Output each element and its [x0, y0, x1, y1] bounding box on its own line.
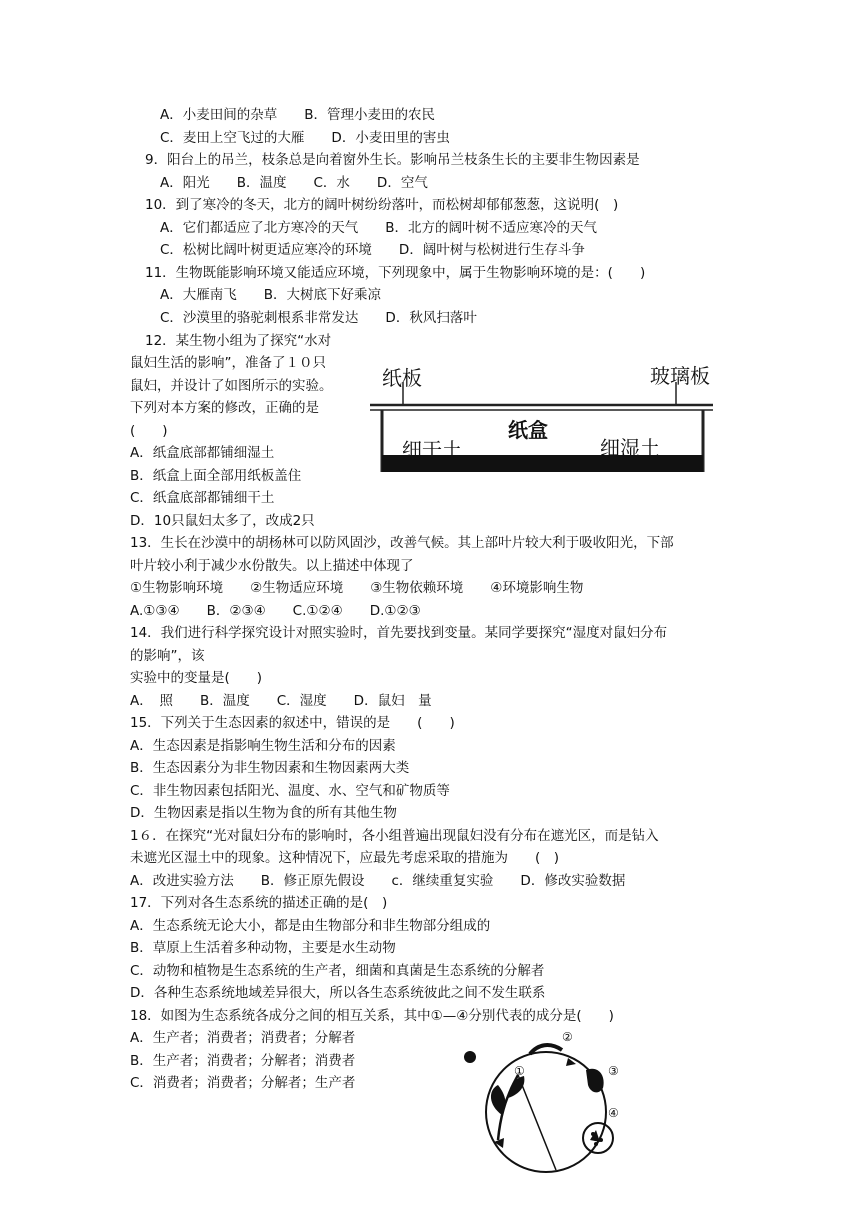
question-15-stem: 15．下列关于生态因素的叙述中，错误的是 ( ): [130, 715, 455, 731]
question-15-option-d: D．生物因素是指以生物为食的所有其他生物: [130, 805, 397, 821]
question-18-stem: 18．如图为生态系统各成分之间的相互关系，其中①—④分别代表的成分是( ): [130, 1008, 614, 1024]
label-4: ④: [608, 1106, 619, 1120]
dry-soil-label: 细干土: [402, 438, 462, 462]
bacteria-dot-icon-2: [599, 1138, 603, 1142]
question-9-options: A．阳光 B．温度 C．水 D．空气: [160, 175, 428, 191]
question-12-option-b: B．纸盒上面全部用纸板盖住: [130, 468, 302, 484]
question-12-stem-3: 鼠妇，并设计了如图所示的实验。: [130, 378, 333, 394]
question-12-stem-4: 下列对本方案的修改，正确的是: [130, 400, 319, 416]
question-16-options: A．改进实验方法 B．修正原先假设 c．继续重复实验 D．修改实验数据: [130, 873, 626, 889]
experiment-box-figure: [368, 352, 718, 477]
question-15-option-c: C．非生物因素包括阳光、温度、水、空气和矿物质等: [130, 783, 450, 799]
question-14-stem-2: 的影响”，该: [130, 648, 205, 664]
question-12-stem-1: 12．某生物小组为了探究“水对: [145, 333, 332, 349]
question-16-stem-1: 1６．在探究“光对鼠妇分布的影响时，各小组普遍出现鼠妇没有分布在遮光区，而是钻入: [130, 828, 659, 844]
ecosystem-cycle-figure: [458, 1030, 638, 1175]
label-1: ①: [514, 1064, 525, 1078]
question-13-options: A.①③④ B．②③④ C.①②④ D.①②③: [130, 603, 421, 619]
box-label: 纸盒: [508, 418, 548, 442]
question-9-stem: 9．阳台上的吊兰，枝条总是向着窗外生长。影响吊兰枝条生长的主要非生物因素是: [145, 152, 640, 168]
question-17-option-a: A．生态系统无论大小，都是由生物部分和非生物部分组成的: [130, 918, 491, 934]
plant-leaf-icon: [491, 1085, 506, 1115]
question-12-option-c: C．纸盒底部都铺细干土: [130, 490, 275, 506]
glassboard-label: 玻璃板: [650, 364, 710, 388]
question-12-stem-5: ( ): [130, 423, 168, 439]
question-12-option-a: A．纸盒底部都铺细湿土: [130, 445, 275, 461]
bird-icon: [586, 1069, 604, 1093]
question-8-options-cd: C．麦田上空飞过的大雁 D．小麦田里的害虫: [160, 130, 450, 146]
question-8-options-ab: A．小麦田间的杂草 B．管理小麦田的农民: [160, 107, 435, 123]
question-16-stem-2: 未遮光区湿土中的现象。这种情况下，应最先考虑采取的措施为 ( ): [130, 850, 560, 866]
sun-icon: [464, 1051, 476, 1063]
question-12-stem-2: 鼠妇生活的影响”，准备了１０只: [130, 355, 326, 371]
wet-soil-label: 细湿土: [600, 436, 660, 460]
question-17-option-b: B．草原上生活着多种动物，主要是水生动物: [130, 940, 396, 956]
bacteria-dot-icon-3: [594, 1142, 598, 1146]
question-14-options: A． 照 B．温度 C．湿度 D．鼠妇 量: [130, 693, 432, 709]
question-10-options-ab: A．它们都适应了北方寒冷的天气 B．北方的阔叶树不适应寒冷的天气: [160, 220, 597, 236]
label-3: ③: [608, 1064, 619, 1078]
ecosystem-cycle-drawing: [458, 1030, 638, 1175]
question-11-options-ab: A．大雁南飞 B．大树底下好乘凉: [160, 287, 381, 303]
arrow-icon-2: [590, 1130, 600, 1142]
paperboard-label: 纸板: [382, 366, 422, 390]
cycle-inner-line: [518, 1075, 556, 1170]
question-18-option-b: B．生产者；消费者；分解者；消费者: [130, 1053, 356, 1069]
question-17-stem: 17．下列对各生态系统的描述正确的是( ): [130, 895, 388, 911]
question-14-stem-1: 14．我们进行科学探究设计对照实验时，首先要找到变量。某同学要探究“湿度对鼠妇分布: [130, 625, 668, 641]
question-11-options-cd: C．沙漠里的骆驼刺根系非常发达 D．秋风扫落叶: [160, 310, 477, 326]
question-10-options-cd: C．松树比阔叶树更适应寒冷的环境 D．阔叶树与松树进行生存斗争: [160, 242, 585, 258]
question-13-statements: ①生物影响环境 ②生物适应环境 ③生物依赖环境 ④环境影响生物: [130, 580, 584, 596]
question-13-stem-2: 叶片较小利于减少水份散失。以上描述中体现了: [130, 558, 414, 574]
question-11-stem: 11．生物既能影响环境又能适应环境，下列现象中，属于生物影响环境的是：( ): [145, 265, 646, 281]
question-13-stem-1: 13．生长在沙漠中的胡杨林可以防风固沙，改善气候。其上部叶片较大利于吸收阳光，下部: [130, 535, 674, 551]
question-17-option-c: C．动物和植物是生态系统的生产者，细菌和真菌是生态系统的分解者: [130, 963, 545, 979]
label-2: ②: [562, 1030, 573, 1044]
question-15-option-a: A．生态因素是指影响生物生活和分布的因素: [130, 738, 396, 754]
question-18-option-a: A．生产者；消费者；消费者；分解者: [130, 1030, 356, 1046]
question-12-option-d: D．10只鼠妇太多了，改成2只: [130, 513, 315, 529]
bacteria-dot-icon: [591, 1132, 595, 1136]
question-14-stem-3: 实验中的变量是( ): [130, 670, 263, 686]
question-18-option-c: C．消费者；消费者；分解者；生产者: [130, 1075, 356, 1091]
question-17-option-d: D．各种生态系统地域差异很大，所以各生态系统彼此之间不发生联系: [130, 985, 546, 1001]
question-15-option-b: B．生态因素分为非生物因素和生物因素两大类: [130, 760, 410, 776]
question-10-stem: 10．到了寒冷的冬天，北方的阔叶树纷纷落叶，而松树却郁郁葱葱，这说明( ): [145, 197, 619, 213]
